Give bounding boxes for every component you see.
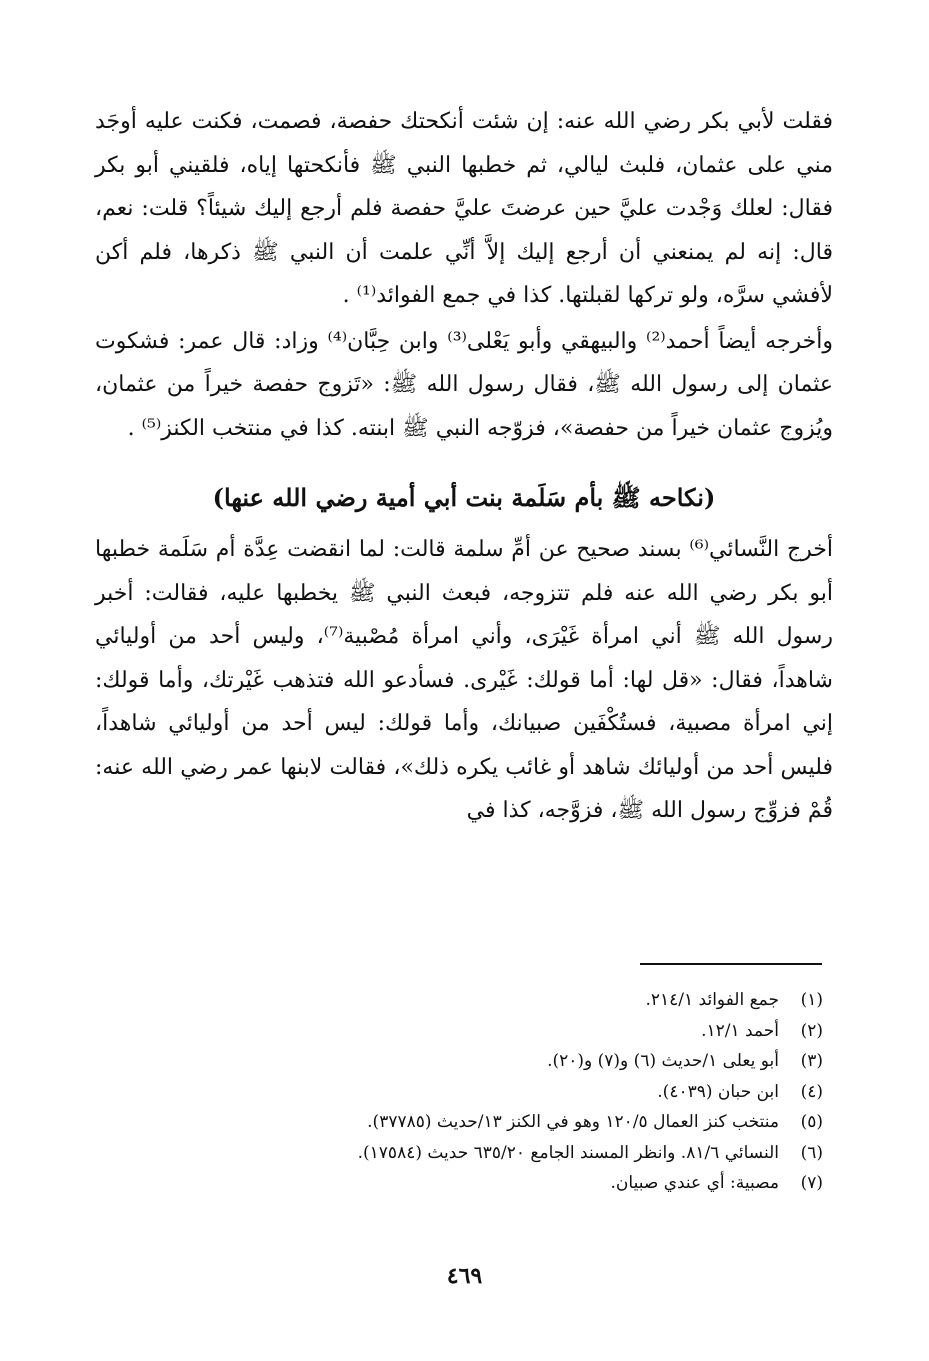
main-text [95, 100, 833, 833]
footnote-text: النسائي ٨١/٦. وانظر المسند الجامع ٦٣٥/٢٠ حديث (١٧٥٨٤). [357, 1142, 779, 1163]
paragraph-hafsa-story: فقلت لأبي بكر رضي الله عنه: إن شئت أنكحتك حفصة، فصمت، فكنت عليه أوجَد مني على عثمان، فلبث ليالي، ثم خطبها النبي ﷺ فأنكحتها إياه، فلقيني أبو بكر فقال: لعلك وَجْدت عليَّ حين عرضتَ عليَّ حفصة فلم أرجع إليك شيئاً؟ قلت: نعم، قال: إنه لم يمنعني أن أرجع إليك إلاَّ أنِّي علمت أن النبي ﷺ ذكرها، فلم أكن لأفشي سرَّه، ولو تركها لقبلتها. كذا في جمع الفوائد⁽¹⁾ . [95, 109, 833, 308]
footnote-item [103, 1168, 823, 1199]
footnote-number: (٢) [800, 1020, 823, 1041]
footnote-number: (٥) [800, 1112, 823, 1132]
footnote-text: ابن حبان (٤٠٣٩). [657, 1081, 779, 1102]
footnote-text: أحمد ١٢/١. [701, 1020, 779, 1041]
footnote-item [103, 985, 823, 1016]
paragraph-hafsa-addition: وأخرجه أيضاً أحمد⁽²⁾ والبيهقي وأبو يَعْلى⁽³⁾ وابن حِبَّان⁽⁴⁾ وزاد: قال عمر: فشكوت عثمان إلى رسول الله ﷺ، فقال رسول الله ﷺ: «تَزوج حفصة خيراً من عثمان، ويُزوج عثمان خيراً من حفصة»، فزوّجه النبي ﷺ ابنته. كذا في منتخب الكنز⁽⁵⁾ . [95, 328, 833, 441]
footnote-item [103, 1046, 823, 1077]
footnote-number: (١) [800, 990, 823, 1010]
footnote-number: (٦) [800, 1142, 823, 1163]
footnote-number: (٤) [800, 1081, 823, 1102]
footnote-item [103, 1077, 823, 1108]
paragraph-umm-salama: أخرج النَّسائي⁽⁶⁾ بسند صحيح عن أمِّ سلمة قالت: لما انقضت عِدَّة أم سَلَمة خطبها أبو بكر رضي الله عنه فلم تتزوجه، فبعث النبي ﷺ يخطبها عليه، فقالت: أخبر رسول الله ﷺ أني امرأة غَيْرَى، وأني امرأة مُصْبية⁽⁷⁾، وليس أحد من أوليائي شاهداً، فقال: «قل لها: أما قولك: غَيْرى. فسأدعو الله فتذهب غَيْرتك، وأما قولك: إني امرأة مصبية، فستُكْفَين صبيانك، وأما قولك: ليس أحد من أوليائي شاهداً، فليس أحد من أوليائك شاهد أو غائب يكره ذلك»، فقالت لابنها عمر رضي الله عنه: قُمْ فزوِّج رسول الله ﷺ، فزوَّجه، كذا في [95, 537, 833, 823]
footnote-item [103, 1138, 823, 1169]
footnote-number: (٣) [800, 1051, 823, 1071]
footnotes-list [103, 985, 823, 1199]
footnote-item [103, 1107, 823, 1138]
footnote-text: منتخب كنز العمال ١٢٠/٥ وهو في الكنز ١٣/حديث (٣٧٧٨٥). [367, 1112, 779, 1132]
footnote-item [103, 1016, 823, 1047]
footnote-text: مصبية: أي عندي صبيان. [610, 1173, 779, 1193]
footnote-divider [640, 963, 822, 965]
section-heading: (نكاحه ﷺ بأم سَلَمة بنت أبي أمية رضي الله عنها) [212, 483, 716, 512]
footnote-text: جمع الفوائد ٢١٤/١. [645, 990, 779, 1010]
footnote-text: أبو يعلى ١/حديث (٦) و(٧) و(٢٠). [547, 1051, 779, 1071]
footnote-number: (٧) [800, 1173, 823, 1193]
page-number: ٤٦٩ [446, 1263, 483, 1289]
